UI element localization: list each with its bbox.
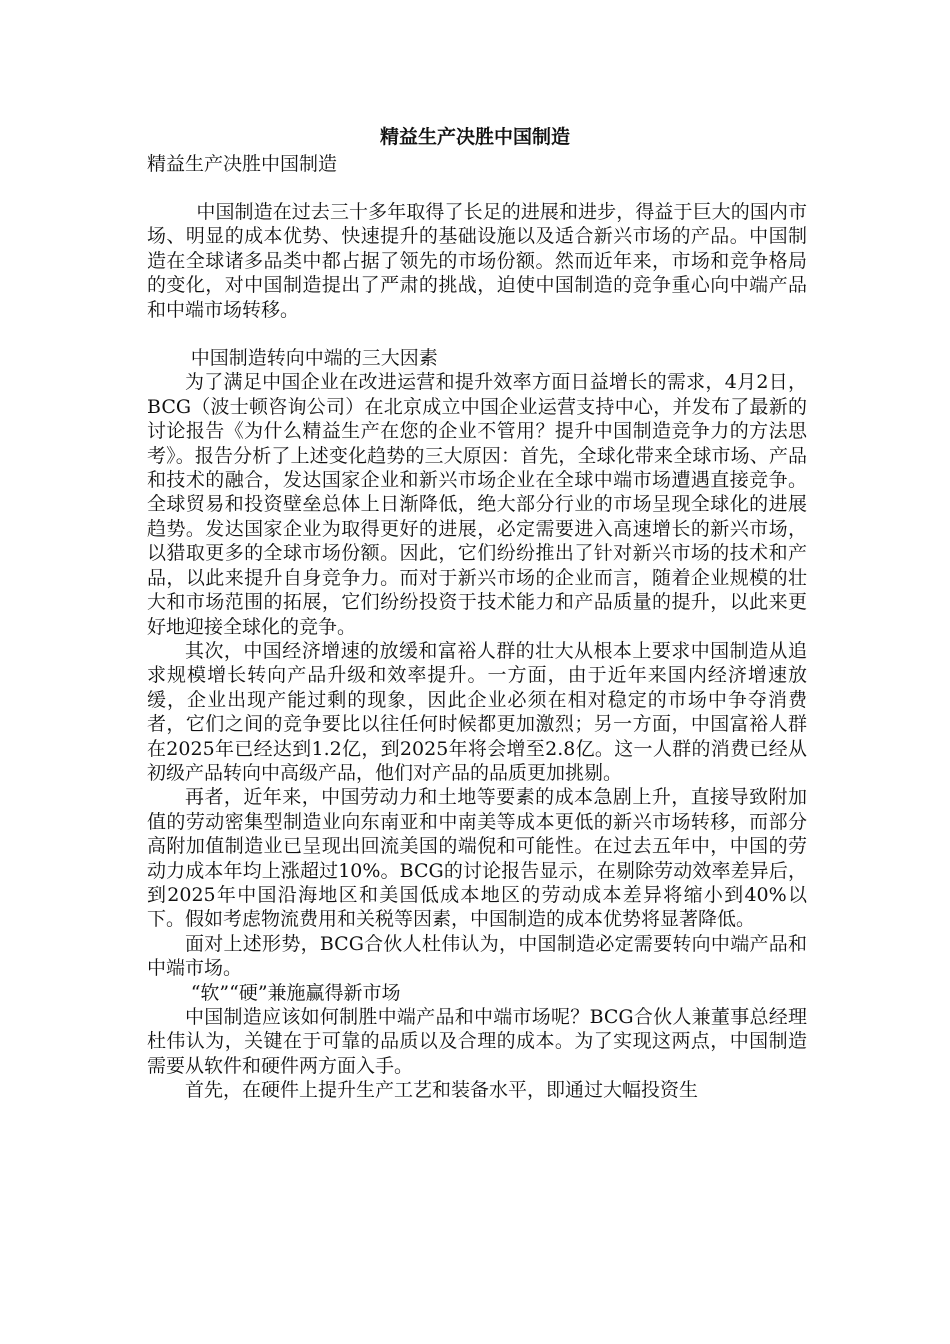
- document-title: 精益生产决胜中国制造: [379, 126, 570, 148]
- document-body: [147, 200, 807, 1103]
- paragraph-conclusion: 面对上述形势，BCG合伙人杜伟认为，中国制造必定需要转向中端产品和中端市场。: [147, 932, 807, 980]
- section-heading-soft-hard: “软”“硬”兼施赢得新市场: [190, 981, 401, 1004]
- paragraph-intro: 中国制造在过去三十多年取得了长足的进展和进步，得益于巨大的国内市场、明显的成本优势、快速提升的基础设施以及适合新兴市场的产品。中国制造在全球诸多品类中都占据了领先的市场份额。然而近年来，市场和竞争格局的变化，对中国制造提出了严肃的挑战，迫使中国制造的竞争重心向中端产品和中端市场转移。: [147, 201, 807, 321]
- paragraph-costs: 再者，近年来，中国劳动力和土地等要素的成本急剧上升，直接导致附加值的劳动密集型制造业向东南亚和中南美等成本更低的新兴市场转移，而部分高附加值制造业已呈现出回流美国的端倪和可能性。在过去五年中，中国的劳动力成本年均上涨超过10%。BCG的讨论报告显示，在剔除劳动效率差异后，到2025年中国沿海地区和美国低成本地区的劳动成本差异将缩小到40%以下。假如考虑物流费用和关税等因素，中国制造的成本优势将显著降低。: [147, 786, 807, 931]
- paragraph-hardware: 首先，在硬件上提升生产工艺和装备水平，即通过大幅投资生: [185, 1079, 699, 1102]
- section-heading-three-factors: 中国制造转向中端的三大因素: [190, 347, 438, 370]
- paragraph-globalization: 为了满足中国企业在改进运营和提升效率方面日益增长的需求，4月2日，BCG（波士顿咨询公司）在北京成立中国企业运营支持中心，并发布了最新的讨论报告《为什么精益生产在您的企业不管用？提升中国制造竞争力的方法思考》。报告分析了上述变化趋势的三大原因：首先，全球化带来全球市场、产品和技术的融合，发达国家企业和新兴市场企业在全球中端市场遭遇直接竞争。全球贸易和投资壁垒总体上日渐降低，绝大部分行业的市场呈现全球化的进展趋势。发达国家企业为取得更好的进展，必定需要进入高速增长的新兴市场，以猎取更多的全球市场份额。因此，它们纷纷推出了针对新兴市场的技术和产品，以此来提升自身竞争力。而对于新兴市场的企业而言，随着企业规模的壮大和市场范围的拓展，它们纷纷投资于技术能力和产品质量的提升，以此来更好地迎接全球化的竞争。: [147, 371, 807, 638]
- paragraph-how-to-win: 中国制造应该如何制胜中端产品和中端市场呢？BCG合伙人兼董事总经理杜伟认为，关键在于可靠的品质以及合理的成本。为了实现这两点，中国制造需要从软件和硬件两方面入手。: [147, 1006, 807, 1077]
- document-subtitle: 精益生产决胜中国制造: [147, 153, 338, 175]
- paragraph-economy: 其次，中国经济增速的放缓和富裕人群的壮大从根本上要求中国制造从追求规模增长转向产品升级和效率提升。一方面，由于近年来国内经济增速放缓，企业出现产能过剩的现象，因此企业必须在相对稳定的市场中争夺消费者，它们之间的竞争要比以往任何时候都更加激烈；另一方面，中国富裕人群在2025年已经达到1.2亿，到2025年将会增至2.8亿。这一人群的消费已经从初级产品转向中高级产品，他们对产品的品质更加挑剔。: [147, 639, 807, 784]
